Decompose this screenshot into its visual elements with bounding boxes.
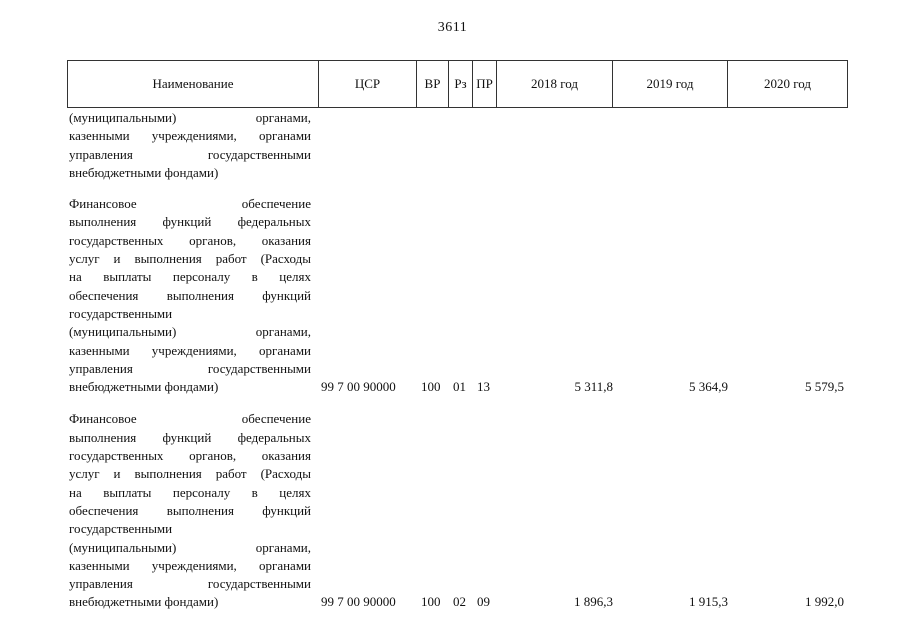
name-line: услуг и выполнения работ (Расходы: [69, 251, 311, 267]
page-number: 3611: [437, 20, 468, 35]
cell-csr: 99 7 00 90000: [321, 594, 396, 610]
table-body: [67, 109, 847, 612]
table-row: [67, 195, 847, 396]
row-name: [67, 109, 311, 182]
name-line: управления государственными: [69, 146, 311, 162]
cell-vr: 100: [421, 379, 441, 395]
name-line: (муниципальными) органами,: [69, 324, 311, 340]
name-line: на выплаты персоналу в целях: [69, 484, 311, 500]
cell-2020: 1 992,0: [805, 594, 844, 610]
name-line: управления государственными: [69, 360, 311, 376]
cell-2020: 5 579,5: [805, 379, 844, 395]
name-line: внебюджетными фондами): [69, 379, 219, 395]
table-row: [67, 410, 847, 611]
header-2019: 2019 год: [613, 61, 728, 108]
name-line: (муниципальными) органами,: [69, 110, 311, 125]
name-line: казенными учреждениями, органами: [69, 128, 311, 144]
name-line: Финансовое обеспечение: [69, 196, 311, 212]
cell-pr: 13: [477, 379, 490, 395]
name-line: казенными учреждениями, органами: [69, 342, 311, 358]
header-2018: 2018 год: [497, 61, 613, 108]
cell-pr: 09: [477, 594, 490, 610]
cell-rz: 01: [453, 379, 466, 395]
header-rz: Рз: [449, 61, 473, 108]
name-line: обеспечения выполнения функций: [69, 502, 311, 518]
header-csr: ЦСР: [319, 61, 417, 108]
cell-vr: 100: [421, 594, 441, 610]
name-line: (муниципальными) органами,: [69, 539, 311, 555]
cell-2019: 5 364,9: [689, 379, 728, 395]
name-line: внебюджетными фондами): [69, 594, 219, 610]
name-line: государственных органов, оказания: [69, 232, 311, 248]
name-line: государственными: [69, 305, 173, 321]
cell-2019: 1 915,3: [689, 594, 728, 610]
name-line: обеспечения выполнения функций: [69, 287, 311, 303]
name-line: услуг и выполнения работ (Расходы: [69, 466, 311, 482]
cell-2018: 5 311,8: [574, 379, 613, 395]
cell-2018: 1 896,3: [574, 594, 613, 610]
table-header: [67, 60, 848, 108]
header-2020: 2020 год: [728, 61, 848, 108]
name-line: государственных органов, оказания: [69, 448, 311, 464]
row-name: [67, 410, 311, 611]
header-name: Наименование: [68, 61, 319, 108]
name-line: на выплаты персоналу в целях: [69, 269, 311, 285]
name-line: управления государственными: [69, 576, 311, 592]
name-line: внебюджетными фондами): [69, 164, 219, 180]
cell-csr: 99 7 00 90000: [321, 379, 396, 395]
name-line: выполнения функций федеральных: [69, 429, 311, 445]
name-line: казенными учреждениями, органами: [69, 557, 311, 573]
cell-rz: 02: [453, 594, 466, 610]
header-vr: ВР: [417, 61, 449, 108]
name-line: государственными: [69, 521, 173, 537]
table-row: [67, 109, 847, 182]
header-pr: ПР: [473, 61, 497, 108]
name-line: Финансовое обеспечение: [69, 411, 311, 427]
name-line: выполнения функций федеральных: [69, 214, 311, 230]
row-name: [67, 195, 311, 396]
